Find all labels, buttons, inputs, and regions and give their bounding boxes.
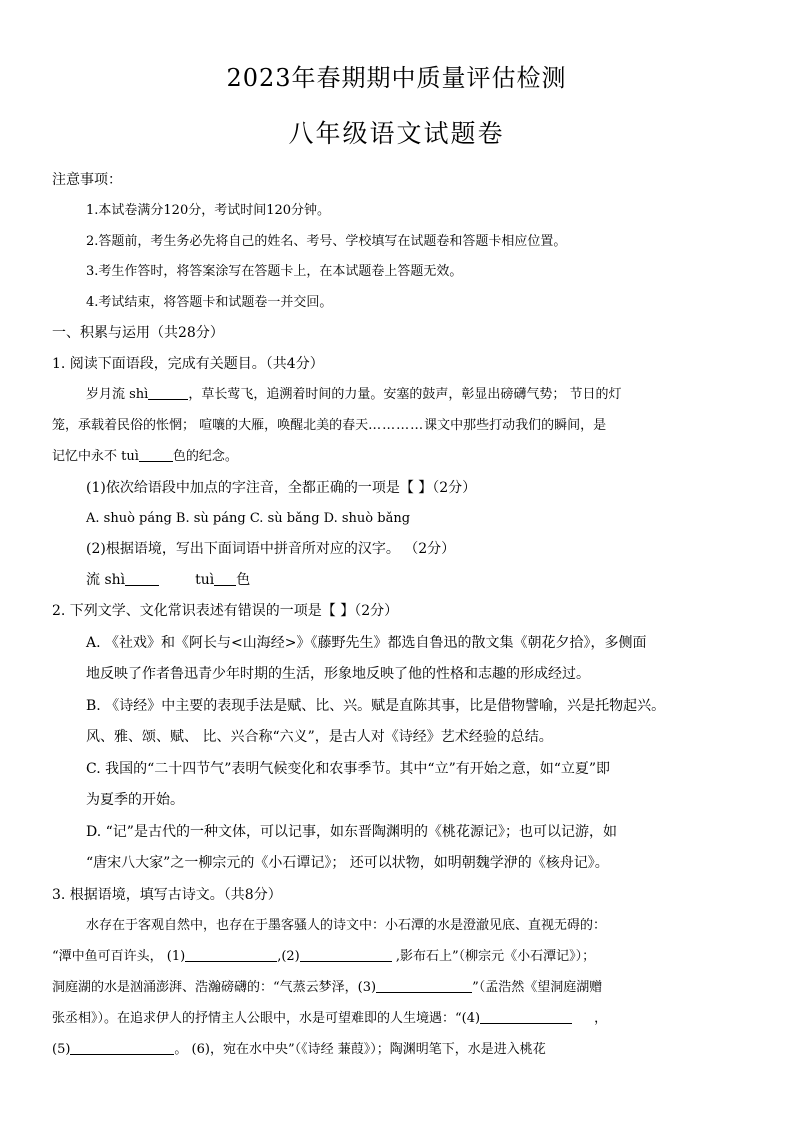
ellipsis: ………… — [368, 418, 425, 433]
q3-passage-line — [52, 947, 595, 967]
q1-passage-line — [86, 385, 621, 405]
q3-passage-line: 水存在于客观自然中，也存在于墨客骚人的诗文中：小石潭的水是澄澈见底、直视无碍的： — [86, 918, 607, 933]
blank-label: 流 shì — [86, 572, 126, 588]
passage-text: 张丞相》）。在追求伊人的抒情主人公眼中，水是可望难即的人生境遇：“(4) — [52, 1011, 481, 1026]
answer-blank[interactable] — [148, 385, 188, 400]
passage-text: 岁月流 shì — [86, 387, 149, 402]
option-c-cont: 为夏季的开始。 — [86, 792, 184, 808]
q1-sub1: (1)依次给语段中加点的字注音，全都正确的一项是【 】（2分） — [86, 480, 477, 496]
note-item: 1.本试卷满分120分，考试时间120分钟。 — [86, 203, 331, 218]
question-1-stem: 1. 阅读下面语段，完成有关题目。（共4分） — [52, 356, 324, 372]
passage-text: ,影布石上”（柳宗元《小石潭记》）； — [391, 949, 596, 964]
note-item: 3.考生作答时，将答案涂写在答题卡上，在本试题卷上答题无效。 — [86, 264, 463, 279]
q1-blanks — [86, 570, 250, 590]
q1-options: A. shuò páng B. sù páng C. sù bǎng D. shuò bǎng — [86, 511, 411, 526]
option-c: C. 我国的“二十四节气”表明气候变化和农事季节。其中“立”有开始之意，如“立夏”即 — [86, 761, 611, 777]
passage-text: 笼，承载着民俗的怅惘； 喧嚷的大雁，唤醒北美的春天 — [52, 418, 369, 433]
passage-text: ， — [594, 1011, 608, 1026]
passage-text: 。 (6)，宛在水中央”（《诗经 蒹葭》）；陶渊明笔下，水是进入桃花 — [174, 1042, 546, 1057]
passage-text: 课文中那些打动我们的瞬间，是 — [424, 418, 607, 433]
answer-blank[interactable] — [70, 1040, 174, 1055]
passage-text: ，草长莺飞，追溯着时间的力量。安塞的鼓声，彰显出磅礴气势； 节日的灯 — [188, 387, 622, 402]
answer-blank[interactable] — [376, 978, 472, 993]
option-d-cont: “唐宋八大家”之一柳宗元的《小石谭记》； 还可以状物，如明朝魏学洢的《核舟记》。 — [86, 855, 609, 871]
q1-passage-line — [52, 447, 238, 467]
q1-sub2: (2)根据语境，写出下面词语中拼音所对应的汉字。 （2分） — [86, 541, 456, 557]
notes-heading: 注意事项： — [52, 172, 122, 188]
option-a: A. 《社戏》和《阿长与<山海经>》《藤野先生》都选自鲁迅的散文集《朝花夕拾》，多侧面 — [86, 635, 647, 651]
note-item: 2.答题前，考生务必先将自己的姓名、考号、学校填写在试题卷和答题卡相应位置。 — [86, 234, 567, 249]
answer-blank[interactable] — [214, 571, 236, 586]
note-item: 4.考试结束，将答题卡和试题卷一并交回。 — [86, 295, 333, 310]
blank-label: tuì — [195, 572, 215, 588]
passage-text: 记忆中永不 tuì — [52, 449, 139, 464]
exam-subtitle: 八年级语文试题卷 — [288, 119, 505, 148]
answer-blank[interactable] — [139, 447, 173, 462]
answer-blank[interactable] — [125, 571, 159, 586]
passage-text: 洞庭湖的水是汹涌澎湃、浩瀚磅礴的：“气蒸云梦泽，(3) — [52, 980, 377, 995]
blank-label: 色 — [236, 572, 251, 588]
answer-blank[interactable] — [300, 947, 392, 962]
q3-passage-line — [52, 1040, 546, 1060]
answer-blank[interactable] — [480, 1009, 572, 1024]
option-b-cont: 风、雅、颂、赋、 比、兴合称“六义”，是古人对《诗经》艺术经验的总结。 — [86, 729, 553, 745]
option-b: B. 《诗经》中主要的表现手法是赋、比、兴。赋是直陈其事，比是借物譬喻，兴是托物起兴。 — [86, 698, 666, 714]
question-2-stem: 2. 下列文学、文化常识表述有错误的一项是【 】（2分） — [52, 603, 399, 619]
section-heading: 一、积累与运用（共28分） — [52, 325, 224, 341]
passage-text: ”（孟浩然《望洞庭湖赠 — [472, 980, 603, 995]
passage-text: (5) — [52, 1042, 71, 1057]
exam-title: 2023年春期期中质量评估检测 — [226, 64, 567, 92]
answer-blank[interactable] — [185, 947, 277, 962]
q1-passage-line — [52, 416, 606, 436]
question-3-stem: 3. 根据语境，填写古诗文。（共8分） — [52, 887, 282, 903]
option-a-cont: 地反映了作者鲁迅青少年时期的生活，形象地反映了他的性格和志趣的形成经过。 — [86, 666, 590, 682]
option-d: D. “记”是古代的一种文体，可以记事，如东晋陶渊明的《桃花源记》；也可以记游，如 — [86, 824, 617, 840]
passage-text: “潭中鱼可百许头， (1) — [52, 949, 186, 964]
passage-text: ,(2) — [277, 949, 300, 964]
q3-passage-line — [52, 1009, 607, 1029]
passage-text: 色的纪念。 — [172, 449, 238, 464]
q3-passage-line — [52, 978, 602, 998]
